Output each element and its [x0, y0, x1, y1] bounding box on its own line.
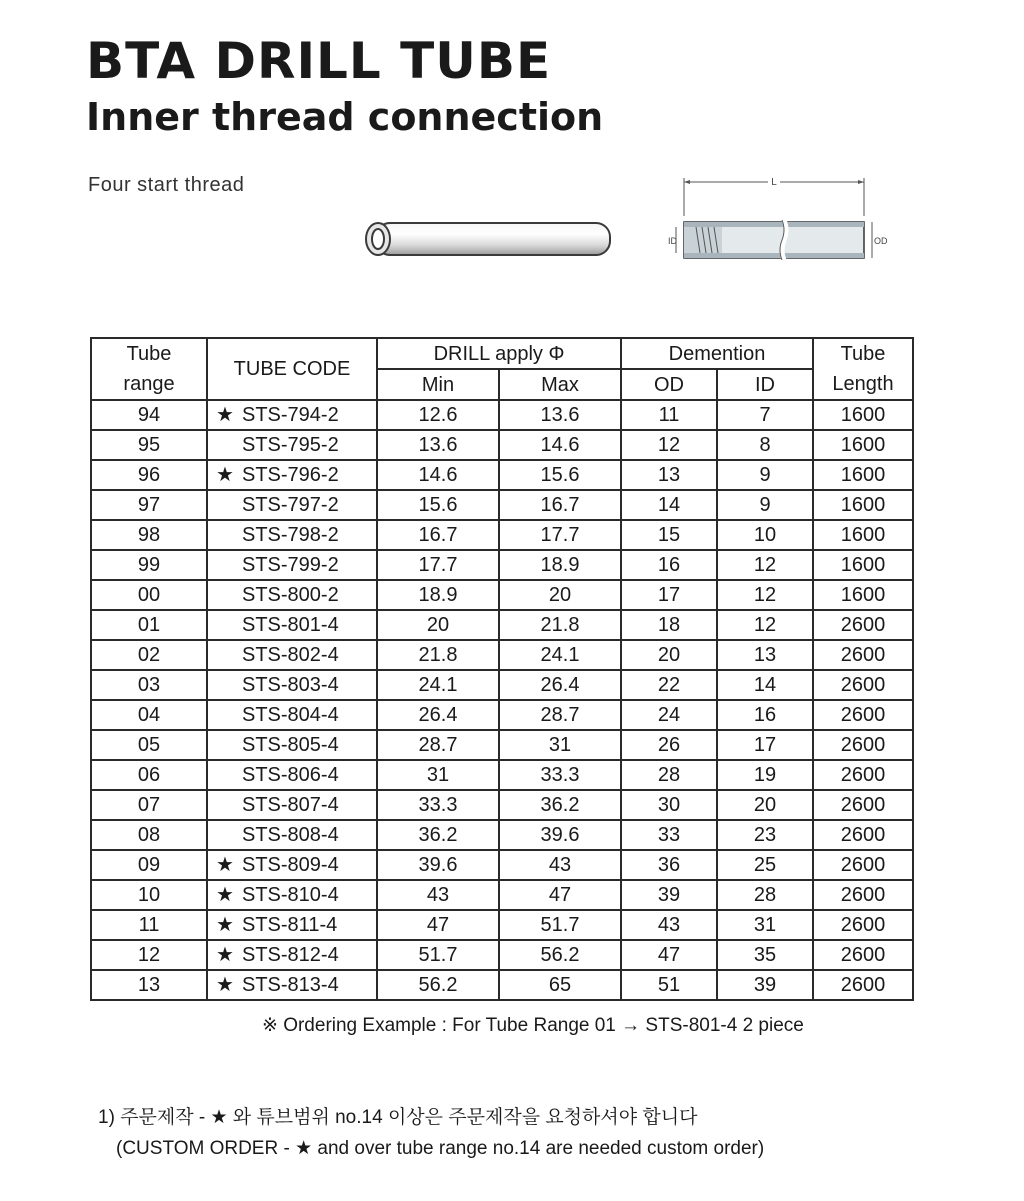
tube-code-text: STS-800-2 [242, 584, 339, 606]
cell-tube-range: 09 [91, 850, 207, 880]
table-row [91, 730, 913, 760]
cell-tube-code [207, 610, 377, 640]
table-row [91, 610, 913, 640]
tube-code-text: STS-804-4 [242, 704, 339, 726]
cell-tube-length: 2600 [813, 850, 913, 880]
cell-drill-min: 14.6 [377, 460, 499, 490]
custom-order-note-english: (CUSTOM ORDER - ★ and over tube range no.14 are needed custom order) [116, 1138, 765, 1159]
cell-tube-length: 1600 [813, 520, 913, 550]
cell-od: 33 [621, 820, 717, 850]
cell-tube-range: 07 [91, 790, 207, 820]
cell-tube-range: 97 [91, 490, 207, 520]
header-id: ID [717, 369, 813, 400]
cell-tube-code [207, 820, 377, 850]
cell-tube-range: 01 [91, 610, 207, 640]
cell-drill-min: 15.6 [377, 490, 499, 520]
table-row [91, 490, 913, 520]
cell-drill-min: 28.7 [377, 730, 499, 760]
cell-drill-min: 12.6 [377, 400, 499, 430]
cell-tube-range: 99 [91, 550, 207, 580]
cell-tube-range: 05 [91, 730, 207, 760]
table-row [91, 850, 913, 880]
cell-tube-length: 1600 [813, 550, 913, 580]
cell-drill-min: 39.6 [377, 850, 499, 880]
length-label: L [771, 177, 777, 188]
cell-drill-min: 16.7 [377, 520, 499, 550]
cell-tube-range: 10 [91, 880, 207, 910]
tube-code-text: STS-796-2 [242, 464, 339, 486]
cell-tube-code [207, 460, 377, 490]
header-tube-length: Tube Length [813, 338, 913, 400]
cell-drill-min: 51.7 [377, 940, 499, 970]
cell-drill-min: 47 [377, 910, 499, 940]
cell-od: 14 [621, 490, 717, 520]
cell-id: 9 [717, 490, 813, 520]
cell-tube-range: 02 [91, 640, 207, 670]
cell-tube-range: 06 [91, 760, 207, 790]
cell-id: 12 [717, 550, 813, 580]
cell-id: 17 [717, 730, 813, 760]
cell-id: 12 [717, 610, 813, 640]
cell-od: 15 [621, 520, 717, 550]
cell-tube-code [207, 430, 377, 460]
cell-od: 22 [621, 670, 717, 700]
cell-drill-max: 26.4 [499, 670, 621, 700]
cell-od: 17 [621, 580, 717, 610]
cell-tube-code [207, 490, 377, 520]
header-max: Max [499, 369, 621, 400]
cell-tube-length: 2600 [813, 940, 913, 970]
cell-id: 10 [717, 520, 813, 550]
tube-code-text: STS-807-4 [242, 794, 339, 816]
cell-id: 9 [717, 460, 813, 490]
cell-id: 31 [717, 910, 813, 940]
cell-tube-length: 2600 [813, 670, 913, 700]
cell-od: 30 [621, 790, 717, 820]
star-icon: ★ [216, 884, 234, 906]
cell-drill-min: 36.2 [377, 820, 499, 850]
cell-tube-range: 95 [91, 430, 207, 460]
cell-tube-range: 11 [91, 910, 207, 940]
tube-photo-image [360, 215, 616, 263]
cell-drill-max: 31 [499, 730, 621, 760]
cell-drill-max: 18.9 [499, 550, 621, 580]
cell-id: 7 [717, 400, 813, 430]
cell-tube-length: 2600 [813, 700, 913, 730]
cell-id: 23 [717, 820, 813, 850]
table-row [91, 760, 913, 790]
cell-tube-code [207, 580, 377, 610]
page-subtitle: Inner thread connection [86, 95, 604, 139]
cell-id: 12 [717, 580, 813, 610]
cell-od: 39 [621, 880, 717, 910]
tube-code-text: STS-795-2 [242, 434, 339, 456]
tube-code-text: STS-801-4 [242, 614, 339, 636]
tube-code-text: STS-802-4 [242, 644, 339, 666]
cell-id: 39 [717, 970, 813, 1000]
cell-od: 26 [621, 730, 717, 760]
tube-code-text: STS-803-4 [242, 674, 339, 696]
cell-drill-min: 17.7 [377, 550, 499, 580]
cell-od: 12 [621, 430, 717, 460]
cell-tube-code [207, 400, 377, 430]
cell-tube-length: 1600 [813, 430, 913, 460]
cell-tube-range: 04 [91, 700, 207, 730]
table-row [91, 520, 913, 550]
header-dimension: Demention [621, 338, 813, 369]
cell-id: 8 [717, 430, 813, 460]
star-icon: ★ [216, 854, 234, 876]
ordering-example: ※ Ordering Example : For Tube Range 01 → STS-801-4 2 piece [262, 1015, 804, 1036]
cell-od: 24 [621, 700, 717, 730]
cell-tube-code [207, 550, 377, 580]
star-icon: ★ [216, 974, 234, 996]
cell-tube-range: 03 [91, 670, 207, 700]
cell-tube-code [207, 520, 377, 550]
cell-drill-max: 28.7 [499, 700, 621, 730]
custom-order-note-korean: 1) 주문제작 - ★ 와 튜브범위 no.14 이상은 주문제작을 요청하셔야 합니다 [98, 1107, 698, 1128]
cell-tube-code [207, 790, 377, 820]
cell-tube-code [207, 970, 377, 1000]
id-label: ID [668, 236, 677, 246]
star-icon: ★ [216, 464, 234, 486]
cell-id: 13 [717, 640, 813, 670]
cell-tube-length: 2600 [813, 970, 913, 1000]
cell-drill-min: 21.8 [377, 640, 499, 670]
table-row [91, 880, 913, 910]
cell-tube-range: 98 [91, 520, 207, 550]
table-row [91, 970, 913, 1000]
cell-od: 43 [621, 910, 717, 940]
table-row [91, 910, 913, 940]
cell-drill-max: 16.7 [499, 490, 621, 520]
header-min: Min [377, 369, 499, 400]
cell-tube-code [207, 670, 377, 700]
table-row [91, 700, 913, 730]
table-row [91, 820, 913, 850]
cell-drill-max: 17.7 [499, 520, 621, 550]
table-row [91, 670, 913, 700]
cell-drill-max: 24.1 [499, 640, 621, 670]
cell-tube-code [207, 940, 377, 970]
cell-tube-length: 2600 [813, 790, 913, 820]
cell-tube-code [207, 850, 377, 880]
cell-drill-min: 18.9 [377, 580, 499, 610]
cell-tube-length: 1600 [813, 580, 913, 610]
cell-drill-max: 20 [499, 580, 621, 610]
tube-code-text: STS-812-4 [242, 944, 339, 966]
table-row [91, 550, 913, 580]
cell-tube-range: 08 [91, 820, 207, 850]
tube-code-text: STS-798-2 [242, 524, 339, 546]
cell-drill-min: 13.6 [377, 430, 499, 460]
cell-drill-min: 24.1 [377, 670, 499, 700]
tube-code-text: STS-809-4 [242, 854, 339, 876]
cell-od: 20 [621, 640, 717, 670]
cell-tube-length: 2600 [813, 880, 913, 910]
cell-id: 16 [717, 700, 813, 730]
od-label: OD [874, 236, 888, 246]
star-icon: ★ [216, 944, 234, 966]
cell-id: 19 [717, 760, 813, 790]
cell-tube-length: 2600 [813, 730, 913, 760]
cell-od: 51 [621, 970, 717, 1000]
cell-id: 14 [717, 670, 813, 700]
cell-tube-code [207, 880, 377, 910]
table-row [91, 940, 913, 970]
cell-od: 28 [621, 760, 717, 790]
cell-id: 20 [717, 790, 813, 820]
cell-drill-max: 43 [499, 850, 621, 880]
cell-drill-max: 51.7 [499, 910, 621, 940]
cell-tube-range: 00 [91, 580, 207, 610]
tube-code-text: STS-813-4 [242, 974, 339, 996]
header-od: OD [621, 369, 717, 400]
cell-drill-max: 56.2 [499, 940, 621, 970]
tube-code-text: STS-808-4 [242, 824, 339, 846]
cell-drill-max: 47 [499, 880, 621, 910]
cell-od: 47 [621, 940, 717, 970]
cell-od: 13 [621, 460, 717, 490]
cell-drill-max: 33.3 [499, 760, 621, 790]
thread-type-label: Four start thread [88, 174, 245, 196]
cell-tube-length: 2600 [813, 820, 913, 850]
header-tube-code: TUBE CODE [207, 338, 377, 400]
cell-tube-length: 2600 [813, 610, 913, 640]
table-row [91, 640, 913, 670]
table-row [91, 790, 913, 820]
tube-code-text: STS-810-4 [242, 884, 339, 906]
star-icon: ★ [216, 914, 234, 936]
cell-tube-range: 94 [91, 400, 207, 430]
header-drill-apply: DRILL apply Φ [377, 338, 621, 369]
cell-drill-max: 39.6 [499, 820, 621, 850]
page-title: BTA DRILL TUBE [86, 32, 552, 90]
cell-drill-max: 65 [499, 970, 621, 1000]
cell-tube-code [207, 700, 377, 730]
cell-drill-min: 26.4 [377, 700, 499, 730]
cell-tube-code [207, 910, 377, 940]
tube-code-text: STS-799-2 [242, 554, 339, 576]
cell-tube-range: 13 [91, 970, 207, 1000]
tube-code-text: STS-811-4 [242, 914, 338, 936]
cell-drill-min: 33.3 [377, 790, 499, 820]
cell-drill-min: 56.2 [377, 970, 499, 1000]
tube-code-text: STS-806-4 [242, 764, 339, 786]
cell-id: 28 [717, 880, 813, 910]
cell-id: 25 [717, 850, 813, 880]
cell-tube-length: 2600 [813, 640, 913, 670]
cell-drill-max: 13.6 [499, 400, 621, 430]
cell-od: 11 [621, 400, 717, 430]
drill-tube-spec-table [90, 337, 914, 1001]
star-icon: ★ [216, 404, 234, 426]
cell-tube-code [207, 640, 377, 670]
table-row [91, 400, 913, 430]
cell-od: 18 [621, 610, 717, 640]
cell-tube-length: 1600 [813, 460, 913, 490]
table-row [91, 580, 913, 610]
tube-code-text: STS-805-4 [242, 734, 339, 756]
cell-drill-min: 43 [377, 880, 499, 910]
tube-code-text: STS-797-2 [242, 494, 339, 516]
cell-tube-length: 1600 [813, 400, 913, 430]
cell-drill-max: 14.6 [499, 430, 621, 460]
cell-drill-min: 31 [377, 760, 499, 790]
tube-cross-section-drawing [660, 170, 900, 270]
cell-tube-code [207, 760, 377, 790]
cell-drill-max: 15.6 [499, 460, 621, 490]
cell-tube-length: 1600 [813, 490, 913, 520]
cell-drill-max: 36.2 [499, 790, 621, 820]
cell-tube-code [207, 730, 377, 760]
cell-tube-length: 2600 [813, 760, 913, 790]
cell-id: 35 [717, 940, 813, 970]
tube-code-text: STS-794-2 [242, 404, 339, 426]
table-row [91, 460, 913, 490]
header-tube-range: Tube range [91, 338, 207, 400]
cell-drill-max: 21.8 [499, 610, 621, 640]
cell-od: 16 [621, 550, 717, 580]
cell-tube-range: 12 [91, 940, 207, 970]
table-row [91, 430, 913, 460]
cell-tube-range: 96 [91, 460, 207, 490]
cell-od: 36 [621, 850, 717, 880]
cell-drill-min: 20 [377, 610, 499, 640]
cell-tube-length: 2600 [813, 910, 913, 940]
